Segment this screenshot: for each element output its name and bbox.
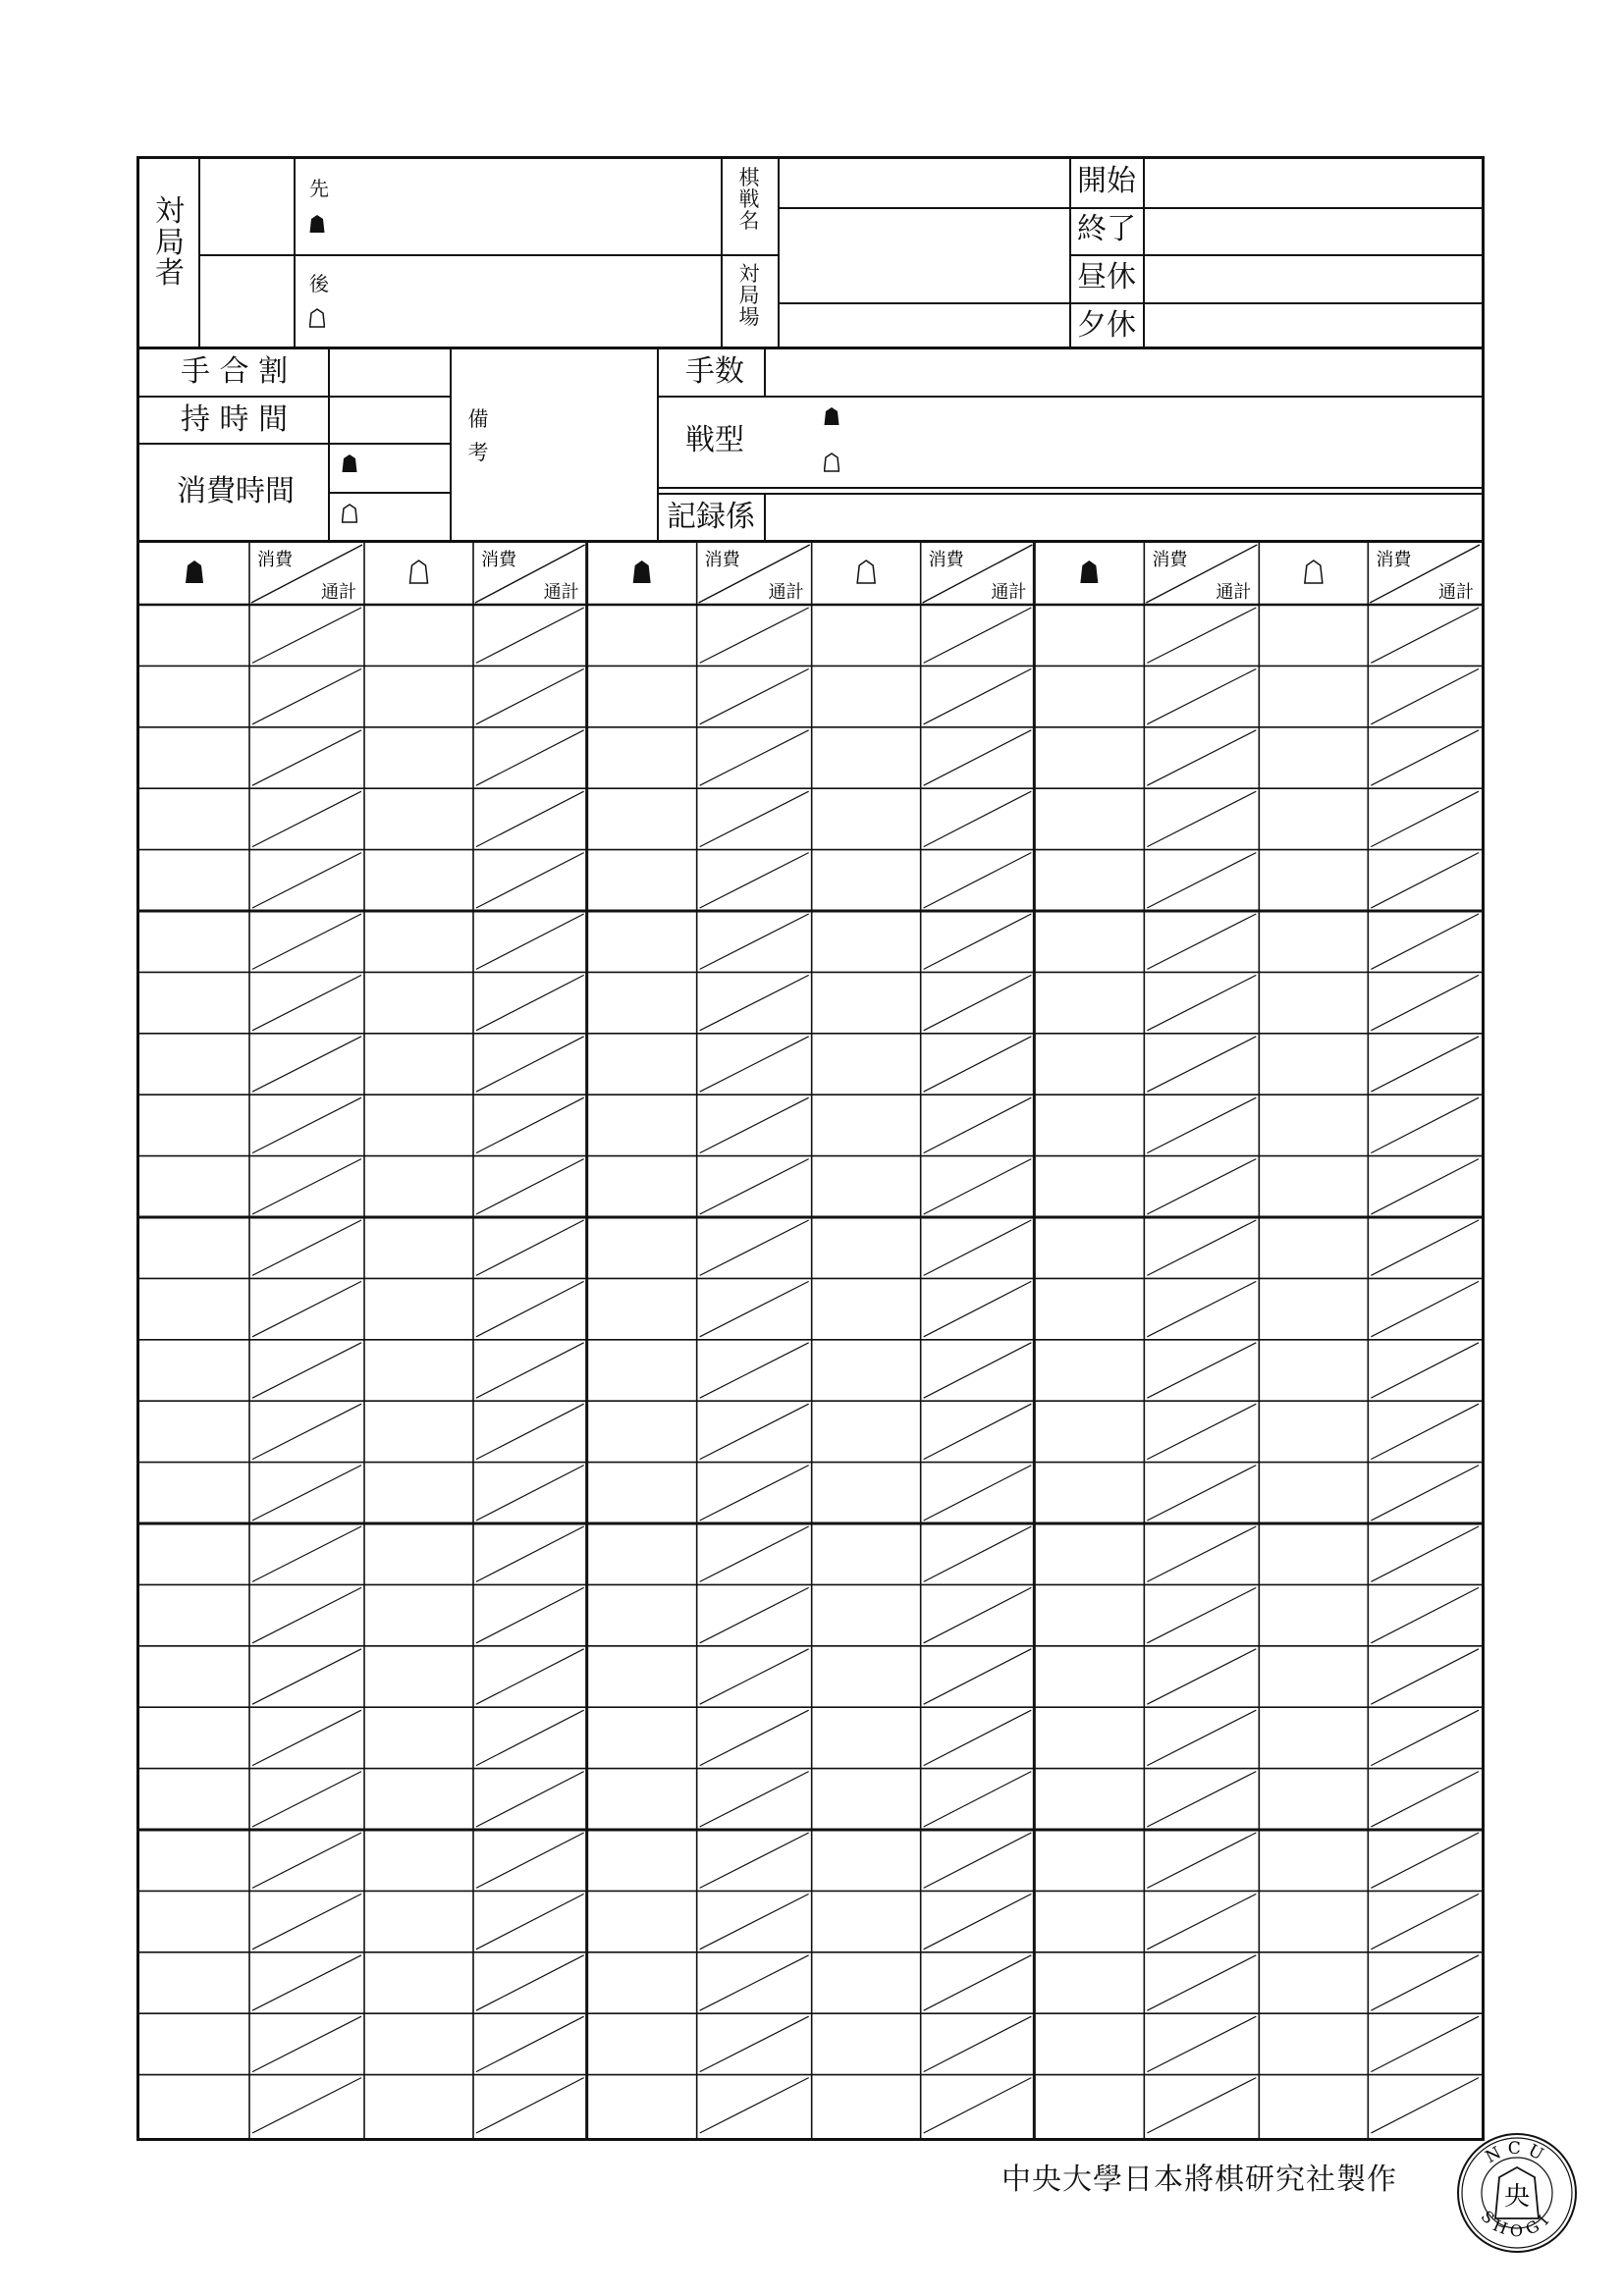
time-cell-slash	[1147, 1587, 1256, 1642]
time-cell-slash	[476, 1772, 584, 1827]
time-cell-slash	[476, 1281, 584, 1336]
total-time-label: 通計	[543, 582, 579, 603]
time-cell-slash	[1371, 791, 1479, 846]
move-count-label: 手数	[685, 354, 744, 389]
time-cell-slash	[252, 2016, 361, 2071]
time-cell-slash	[252, 1466, 361, 1521]
white-shogi-piece-icon	[410, 561, 428, 583]
total-time-label: 通計	[1216, 582, 1252, 603]
time-cell-slash	[476, 853, 584, 908]
time-cell-slash	[1371, 1955, 1479, 2010]
time-cell-slash	[1371, 730, 1479, 785]
time-cell-slash	[700, 1772, 809, 1827]
time-cell-slash	[700, 608, 809, 663]
white-shogi-piece-icon	[309, 308, 325, 332]
time-cell-slash	[1371, 2016, 1479, 2071]
time-cell-slash	[1371, 2078, 1479, 2133]
time-cell-slash	[476, 608, 584, 663]
kifu-form	[136, 156, 1485, 2141]
total-time-label: 通計	[768, 582, 804, 603]
time-cell-slash	[1371, 853, 1479, 908]
time-cell-slash	[924, 1587, 1032, 1642]
seal-center-char: 央	[1503, 2182, 1531, 2212]
time-cell-slash	[252, 853, 361, 908]
recorder-label: 記録係	[667, 500, 755, 534]
seal-ring-bottom: SHOGI	[1477, 2207, 1557, 2241]
time-cell-slash	[1147, 1526, 1256, 1581]
time-cell-slash	[924, 668, 1032, 723]
spent-time-label: 消費	[928, 550, 964, 570]
time-cell-slash	[1147, 1220, 1256, 1275]
time-cell-slash	[252, 668, 361, 723]
time-cell-slash	[1371, 1097, 1479, 1152]
dinner-break-label: 夕休	[1077, 308, 1136, 343]
time-cell-slash	[924, 1649, 1032, 1704]
time-cell-slash	[700, 853, 809, 908]
time-cell-slash	[1371, 1649, 1479, 1704]
handicap-label: 手 合 割	[181, 354, 289, 389]
time-cell-slash	[252, 1587, 361, 1642]
time-cell-slash	[1371, 975, 1479, 1030]
total-time-label: 通計	[321, 582, 356, 603]
time-cell-slash	[1147, 608, 1256, 663]
time-cell-slash	[700, 730, 809, 785]
time-cell-slash	[476, 730, 584, 785]
total-time-label: 通計	[991, 582, 1027, 603]
players-header	[136, 156, 1485, 349]
time-cell-slash	[1371, 1404, 1479, 1459]
time-cell-slash	[924, 1466, 1032, 1521]
white-shogi-piece-icon	[1305, 561, 1323, 583]
time-cell-slash	[924, 1404, 1032, 1459]
time-cell-slash	[252, 1281, 361, 1336]
time-cell-slash	[1371, 1159, 1479, 1214]
strategy-label: 戦型	[685, 423, 744, 457]
time-cell-slash	[1371, 1894, 1479, 1949]
time-cell-slash	[1371, 1220, 1479, 1275]
time-cell-slash	[1147, 1649, 1256, 1704]
time-cell-slash	[1371, 1772, 1479, 1827]
time-cell-slash	[700, 2078, 809, 2133]
time-cell-slash	[476, 1526, 584, 1581]
time-cell-slash	[476, 975, 584, 1030]
time-cell-slash	[700, 1037, 809, 1092]
time-cell-slash	[252, 1526, 361, 1581]
time-cell-slash	[476, 1097, 584, 1152]
time-cell-slash	[924, 608, 1032, 663]
time-cell-slash	[1147, 1281, 1256, 1336]
time-cell-slash	[252, 1343, 361, 1398]
time-cell-slash	[1147, 1037, 1256, 1092]
time-cell-slash	[476, 1894, 584, 1949]
time-cell-slash	[700, 1526, 809, 1581]
time-control-label: 持 時 間	[181, 402, 289, 437]
time-cell-slash	[700, 1955, 809, 2010]
time-cell-slash	[476, 791, 584, 846]
time-cell-slash	[476, 2078, 584, 2133]
time-cell-slash	[1371, 1281, 1479, 1336]
time-cell-slash	[1147, 791, 1256, 846]
time-cell-slash	[476, 1159, 584, 1214]
time-cell-slash	[252, 1220, 361, 1275]
time-cell-slash	[1147, 1159, 1256, 1214]
time-cell-slash	[700, 1649, 809, 1704]
time-cell-slash	[924, 1220, 1032, 1275]
time-cell-slash	[700, 914, 809, 969]
seal-ring-top: NCU	[1482, 2138, 1552, 2168]
spent-time-label: 消費	[1152, 550, 1188, 570]
time-cell-slash	[924, 2078, 1032, 2133]
time-cell-slash	[476, 1649, 584, 1704]
time-cell-slash	[924, 2016, 1032, 2071]
time-cell-slash	[1371, 668, 1479, 723]
time-cell-slash	[1147, 1710, 1256, 1765]
time-cell-slash	[924, 1281, 1032, 1336]
time-cell-slash	[1371, 914, 1479, 969]
time-cell-slash	[252, 1894, 361, 1949]
time-cell-slash	[1147, 1466, 1256, 1521]
black-shogi-piece-icon	[309, 214, 325, 238]
time-cell-slash	[1371, 1833, 1479, 1888]
time-cell-slash	[252, 2078, 361, 2133]
spent-time-label: 消費	[481, 550, 516, 570]
event-name-label: 棋 戦 名	[738, 166, 760, 234]
time-cell-slash	[252, 791, 361, 846]
time-cell-slash	[700, 1343, 809, 1398]
time-cell-slash	[700, 1404, 809, 1459]
time-cell-slash	[252, 1955, 361, 2010]
black-shogi-piece-icon	[824, 406, 839, 430]
time-cell-slash	[1147, 975, 1256, 1030]
time-cell-slash	[252, 730, 361, 785]
time-cell-slash	[700, 2016, 809, 2071]
white-shogi-piece-icon	[857, 561, 875, 583]
venue-label: 対 局 場	[738, 262, 760, 330]
remarks-label: 備 考	[467, 407, 489, 464]
start-time-label: 開始	[1077, 164, 1136, 198]
spent-time-label: 消費	[704, 550, 740, 570]
producer-credit: 中央大學日本將棋研究社製作	[1001, 2163, 1397, 2197]
time-cell-slash	[1147, 1955, 1256, 2010]
white-shogi-piece-icon	[824, 453, 839, 476]
time-cell-slash	[924, 1526, 1032, 1581]
time-cell-slash	[476, 914, 584, 969]
sente-label: 先	[309, 177, 329, 200]
time-cell-slash	[700, 1281, 809, 1336]
gote-label: 後	[309, 272, 329, 295]
time-cell-slash	[1147, 914, 1256, 969]
time-cell-slash	[700, 1097, 809, 1152]
time-cell-slash	[476, 1037, 584, 1092]
time-cell-slash	[252, 1772, 361, 1827]
time-cell-slash	[1371, 1526, 1479, 1581]
time-cell-slash	[700, 1159, 809, 1214]
time-cell-slash	[924, 730, 1032, 785]
time-cell-slash	[700, 975, 809, 1030]
black-shogi-piece-icon	[633, 561, 651, 583]
black-shogi-piece-icon	[186, 561, 203, 583]
time-cell-slash	[1147, 853, 1256, 908]
black-shogi-piece-icon	[1080, 561, 1098, 583]
time-consumed-label: 消費時間	[177, 474, 295, 508]
time-cell-slash	[476, 1404, 584, 1459]
time-cell-slash	[252, 1097, 361, 1152]
time-cell-slash	[252, 1710, 361, 1765]
time-cell-slash	[252, 914, 361, 969]
time-cell-slash	[476, 2016, 584, 2071]
time-cell-slash	[924, 1833, 1032, 1888]
time-cell-slash	[700, 1833, 809, 1888]
time-cell-slash	[924, 1343, 1032, 1398]
time-cell-slash	[1147, 2078, 1256, 2133]
time-cell-slash	[476, 668, 584, 723]
time-cell-slash	[700, 1220, 809, 1275]
time-cell-slash	[252, 1649, 361, 1704]
time-cell-slash	[476, 1587, 584, 1642]
time-cell-slash	[1147, 1894, 1256, 1949]
time-cell-slash	[252, 1833, 361, 1888]
time-cell-slash	[252, 1159, 361, 1214]
time-cell-slash	[1371, 1343, 1479, 1398]
time-cell-slash	[1371, 1587, 1479, 1642]
spent-time-label: 消費	[257, 550, 293, 570]
time-cell-slash	[252, 1404, 361, 1459]
time-cell-slash	[1147, 1343, 1256, 1398]
time-cell-slash	[924, 853, 1032, 908]
time-cell-slash	[1147, 2016, 1256, 2071]
time-cell-slash	[1147, 1772, 1256, 1827]
time-cell-slash	[924, 1159, 1032, 1214]
time-cell-slash	[700, 1587, 809, 1642]
total-time-label: 通計	[1438, 582, 1474, 603]
time-cell-slash	[700, 668, 809, 723]
lunch-break-label: 昼休	[1077, 260, 1136, 294]
time-cell-slash	[700, 1466, 809, 1521]
time-cell-slash	[924, 1894, 1032, 1949]
end-time-label: 終了	[1077, 212, 1136, 246]
time-cell-slash	[476, 1466, 584, 1521]
time-cell-slash	[476, 1343, 584, 1398]
time-cell-slash	[1147, 668, 1256, 723]
time-cell-slash	[476, 1833, 584, 1888]
black-shogi-piece-icon	[342, 454, 357, 477]
time-cell-slash	[1147, 1097, 1256, 1152]
time-cell-slash	[1147, 730, 1256, 785]
time-cell-slash	[476, 1955, 584, 2010]
time-cell-slash	[924, 1772, 1032, 1827]
time-cell-slash	[1371, 608, 1479, 663]
game-info-header	[136, 349, 1485, 543]
time-cell-slash	[252, 975, 361, 1030]
time-cell-slash	[924, 975, 1032, 1030]
time-cell-slash	[700, 791, 809, 846]
time-cell-slash	[1147, 1404, 1256, 1459]
time-cell-slash	[924, 1710, 1032, 1765]
time-cell-slash	[924, 1037, 1032, 1092]
time-cell-slash	[924, 791, 1032, 846]
club-seal	[1456, 2132, 1578, 2254]
time-cell-slash	[700, 1710, 809, 1765]
white-shogi-piece-icon	[342, 504, 357, 527]
time-cell-slash	[476, 1710, 584, 1765]
time-cell-slash	[1371, 1466, 1479, 1521]
players-label: 対 局 者	[155, 194, 185, 291]
time-cell-slash	[924, 1097, 1032, 1152]
spent-time-label: 消費	[1376, 550, 1412, 570]
time-cell-slash	[252, 1037, 361, 1092]
time-cell-slash	[252, 608, 361, 663]
time-cell-slash	[1371, 1037, 1479, 1092]
time-cell-slash	[1371, 1710, 1479, 1765]
time-cell-slash	[476, 1220, 584, 1275]
time-cell-slash	[1147, 1833, 1256, 1888]
time-cell-slash	[924, 1955, 1032, 2010]
time-cell-slash	[700, 1894, 809, 1949]
move-record-grid	[136, 543, 1485, 2141]
time-cell-slash	[924, 914, 1032, 969]
